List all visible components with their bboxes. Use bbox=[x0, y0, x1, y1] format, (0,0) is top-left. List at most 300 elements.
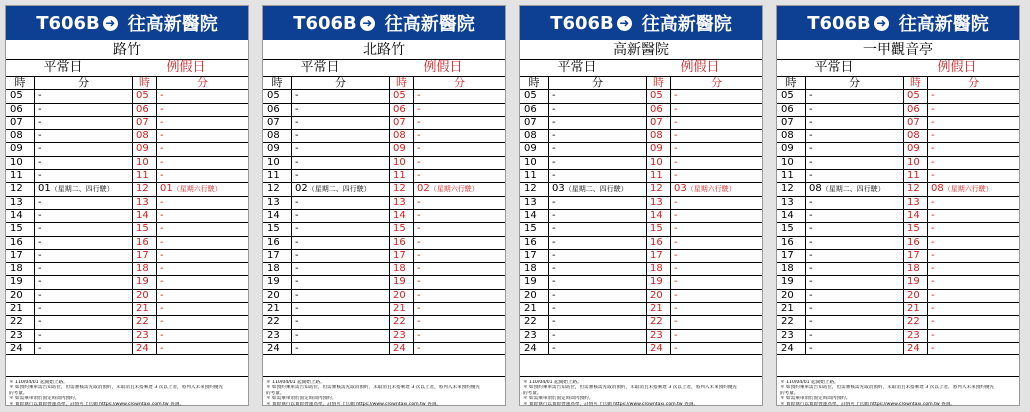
holiday-minutes: - bbox=[670, 90, 762, 102]
timetable-card bbox=[5, 5, 249, 406]
hour: 05 bbox=[524, 90, 537, 102]
hour: 11 bbox=[524, 170, 537, 182]
hour-row bbox=[263, 262, 505, 275]
hour-row bbox=[263, 142, 505, 155]
minute-header: 分 bbox=[670, 77, 762, 89]
hour-row bbox=[6, 129, 248, 142]
arrow-right-icon: ➜ bbox=[103, 16, 118, 31]
minute-header: 分 bbox=[927, 77, 1019, 89]
route-number: T606B bbox=[36, 12, 100, 34]
holiday-minutes: - bbox=[413, 197, 505, 209]
holiday-minutes: - bbox=[156, 197, 248, 209]
route-header bbox=[6, 6, 248, 40]
holiday-minutes: - bbox=[413, 210, 505, 222]
hour: 15 bbox=[903, 223, 927, 235]
hour-header: 時 bbox=[271, 76, 283, 89]
holiday-minutes: - bbox=[413, 276, 505, 288]
minute-header: 分 bbox=[805, 77, 903, 89]
hour: 18 bbox=[132, 263, 156, 275]
hour: 06 bbox=[781, 103, 794, 115]
holiday-minutes: 02（星期六行駛） bbox=[413, 183, 505, 195]
weekday-minutes: - bbox=[291, 276, 389, 288]
footnote: 的考量。 bbox=[780, 390, 799, 396]
hour-row bbox=[520, 315, 762, 328]
footnote: ＊ 如需乘車須於固定時間內預約。 bbox=[266, 396, 337, 402]
hour: 09 bbox=[267, 143, 280, 155]
holiday-minutes: - bbox=[670, 290, 762, 302]
hour: 16 bbox=[10, 236, 23, 248]
hour-header: 時 bbox=[903, 77, 927, 89]
holiday-minutes: - bbox=[413, 130, 505, 142]
hour: 19 bbox=[10, 276, 23, 288]
holiday-minutes: - bbox=[670, 157, 762, 169]
hour: 10 bbox=[389, 157, 413, 169]
footnotes bbox=[777, 376, 1019, 407]
hour: 20 bbox=[10, 289, 23, 301]
hour: 17 bbox=[267, 249, 280, 261]
holiday-minutes: - bbox=[670, 170, 762, 182]
hour: 14 bbox=[781, 209, 794, 221]
weekday-minutes: - bbox=[291, 223, 389, 235]
footnote: ＊ 如預約乘車需告知站位，但需審核需先取消預約，未取消且未搭乘達 3 次以上者，將列入未來預約優先 bbox=[780, 385, 995, 391]
hour-header: 時 bbox=[528, 76, 540, 89]
hour-row bbox=[777, 169, 1019, 182]
weekday-minutes: - bbox=[548, 197, 646, 209]
header-row bbox=[520, 76, 762, 89]
weekday-minutes: - bbox=[34, 143, 132, 155]
hour: 11 bbox=[132, 170, 156, 182]
hour: 13 bbox=[646, 197, 670, 209]
holiday-minutes: - bbox=[156, 290, 248, 302]
hour-row bbox=[263, 103, 505, 116]
hour-row bbox=[777, 262, 1019, 275]
holiday-minutes: - bbox=[413, 157, 505, 169]
holiday-minutes: - bbox=[413, 343, 505, 354]
hour: 18 bbox=[267, 263, 280, 275]
holiday-minutes: - bbox=[413, 90, 505, 102]
hour: 21 bbox=[10, 303, 23, 315]
hour-row bbox=[777, 103, 1019, 116]
weekday-minutes: - bbox=[548, 330, 646, 342]
holiday-minutes: - bbox=[156, 117, 248, 129]
weekday-minutes: - bbox=[805, 210, 903, 222]
hour-row bbox=[263, 249, 505, 262]
hour: 09 bbox=[10, 143, 23, 155]
hour: 05 bbox=[389, 90, 413, 102]
hour: 08 bbox=[524, 130, 537, 142]
minute-header: 分 bbox=[34, 77, 132, 89]
weekday-minutes: - bbox=[291, 237, 389, 249]
holiday-minutes: - bbox=[927, 210, 1019, 222]
hour: 19 bbox=[646, 276, 670, 288]
holiday-minutes: - bbox=[927, 316, 1019, 328]
hour-row bbox=[520, 103, 762, 116]
hour: 20 bbox=[646, 290, 670, 302]
hour: 07 bbox=[646, 117, 670, 129]
holiday-minutes: - bbox=[156, 303, 248, 315]
hour-row bbox=[520, 222, 762, 235]
hour: 21 bbox=[524, 303, 537, 315]
route-number: T606B bbox=[550, 12, 614, 34]
hour: 19 bbox=[389, 276, 413, 288]
hour: 10 bbox=[646, 157, 670, 169]
weekday-minutes: - bbox=[548, 170, 646, 182]
holiday-minutes: - bbox=[927, 197, 1019, 209]
hour: 08 bbox=[646, 130, 670, 142]
holiday-minutes: - bbox=[413, 263, 505, 275]
holiday-minutes: - bbox=[156, 237, 248, 249]
hour: 19 bbox=[781, 276, 794, 288]
weekday-minutes: - bbox=[805, 90, 903, 102]
footnotes bbox=[520, 376, 762, 407]
weekday-minutes: - bbox=[291, 197, 389, 209]
route-number: T606B bbox=[807, 12, 871, 34]
hour-row bbox=[6, 182, 248, 195]
weekday-minutes: - bbox=[548, 303, 646, 315]
weekday-label: 平常日 bbox=[43, 60, 83, 75]
hour-row bbox=[263, 289, 505, 302]
holiday-minutes: 08（星期六行駛） bbox=[927, 183, 1019, 195]
holiday-minutes: - bbox=[156, 157, 248, 169]
hour: 24 bbox=[781, 342, 794, 354]
hour: 13 bbox=[389, 197, 413, 209]
hour: 23 bbox=[903, 330, 927, 342]
footnote: ＊ 如預約乘車需告知站位，但需審核需先取消預約，未取消且未搭乘達 3 次以上者，將列入未來預約優先 bbox=[9, 385, 224, 391]
hour: 06 bbox=[524, 103, 537, 115]
hour: 14 bbox=[524, 209, 537, 221]
hour: 20 bbox=[132, 290, 156, 302]
hour: 18 bbox=[646, 263, 670, 275]
weekday-minutes: - bbox=[34, 197, 132, 209]
hour-row bbox=[777, 275, 1019, 288]
hour: 24 bbox=[132, 343, 156, 354]
hour-row bbox=[6, 142, 248, 155]
hour: 08 bbox=[10, 130, 23, 142]
weekday-label: 平常日 bbox=[300, 60, 340, 75]
hour-row bbox=[520, 249, 762, 262]
weekday-minutes: - bbox=[34, 343, 132, 354]
weekday-minutes: - bbox=[805, 263, 903, 275]
holiday-minutes: - bbox=[156, 316, 248, 328]
weekday-minutes: - bbox=[291, 316, 389, 328]
holiday-minutes: - bbox=[927, 290, 1019, 302]
holiday-minutes: - bbox=[156, 170, 248, 182]
weekday-minutes: - bbox=[548, 157, 646, 169]
stop-name: 北路竹 bbox=[263, 40, 505, 60]
hour: 07 bbox=[389, 117, 413, 129]
hour: 05 bbox=[781, 90, 794, 102]
weekday-minutes: - bbox=[805, 250, 903, 262]
weekday-minutes: - bbox=[805, 290, 903, 302]
hour-row bbox=[777, 196, 1019, 209]
hour: 10 bbox=[524, 156, 537, 168]
hour-row bbox=[520, 142, 762, 155]
hour: 12 bbox=[389, 183, 413, 195]
holiday-minutes: - bbox=[413, 223, 505, 235]
hour: 14 bbox=[646, 210, 670, 222]
weekday-minutes: - bbox=[548, 250, 646, 262]
minute-header: 分 bbox=[413, 77, 505, 89]
hour-row bbox=[520, 302, 762, 315]
destination: 往高新醫院 bbox=[127, 14, 218, 35]
hour: 09 bbox=[389, 143, 413, 155]
hour: 21 bbox=[903, 303, 927, 315]
hour: 16 bbox=[389, 237, 413, 249]
hour-row bbox=[6, 222, 248, 235]
hour: 05 bbox=[646, 90, 670, 102]
hour: 12 bbox=[903, 183, 927, 195]
holiday-minutes: - bbox=[670, 330, 762, 342]
weekday-minutes: - bbox=[805, 303, 903, 315]
hour-row bbox=[6, 89, 248, 102]
weekday-minutes: - bbox=[548, 223, 646, 235]
hour-row bbox=[6, 209, 248, 222]
hour: 17 bbox=[389, 250, 413, 262]
hour: 16 bbox=[524, 236, 537, 248]
hour-row bbox=[6, 196, 248, 209]
holiday-minutes: - bbox=[413, 117, 505, 129]
hour: 18 bbox=[389, 263, 413, 275]
holiday-minutes: - bbox=[156, 90, 248, 102]
hour-row bbox=[777, 249, 1019, 262]
stop-name: 路竹 bbox=[6, 40, 248, 60]
hour: 13 bbox=[267, 196, 280, 208]
hour: 22 bbox=[10, 316, 23, 328]
hour-row bbox=[263, 209, 505, 222]
weekday-minutes: - bbox=[548, 237, 646, 249]
hour-row bbox=[263, 196, 505, 209]
hour: 11 bbox=[903, 170, 927, 182]
holiday-minutes: - bbox=[156, 210, 248, 222]
hour-row bbox=[6, 275, 248, 288]
holiday-minutes: - bbox=[670, 276, 762, 288]
hour: 14 bbox=[267, 209, 280, 221]
hour: 10 bbox=[903, 157, 927, 169]
weekday-minutes: - bbox=[291, 210, 389, 222]
hour: 05 bbox=[267, 90, 280, 102]
footnote: ＊ 實際執行以實際營運為準，詳情可上官網 https://www.crowntaxi.com.tw 查詢。 bbox=[9, 401, 184, 407]
hour: 23 bbox=[10, 329, 23, 341]
hour-row bbox=[520, 289, 762, 302]
hour-header: 時 bbox=[14, 76, 26, 89]
hour: 22 bbox=[267, 316, 280, 328]
weekday-minutes: - bbox=[548, 263, 646, 275]
holiday-minutes: - bbox=[927, 330, 1019, 342]
hour: 17 bbox=[646, 250, 670, 262]
holiday-minutes: - bbox=[156, 276, 248, 288]
hour: 10 bbox=[781, 156, 794, 168]
weekday-minutes: - bbox=[34, 330, 132, 342]
hour: 17 bbox=[781, 249, 794, 261]
hour: 15 bbox=[132, 223, 156, 235]
weekday-minutes: - bbox=[548, 316, 646, 328]
weekday-minutes: - bbox=[34, 276, 132, 288]
hour-row bbox=[777, 116, 1019, 129]
hour-row bbox=[6, 156, 248, 169]
hour: 07 bbox=[132, 117, 156, 129]
hour: 12 bbox=[10, 183, 23, 195]
weekday-minutes: - bbox=[34, 170, 132, 182]
weekday-label: 平常日 bbox=[814, 60, 854, 75]
timetable-card bbox=[776, 5, 1020, 406]
holiday-minutes: - bbox=[927, 90, 1019, 102]
weekday-minutes: - bbox=[34, 290, 132, 302]
route-header bbox=[777, 6, 1019, 40]
hour: 23 bbox=[646, 330, 670, 342]
holiday-minutes: - bbox=[670, 130, 762, 142]
weekday-minutes: - bbox=[291, 117, 389, 129]
hour: 17 bbox=[903, 250, 927, 262]
weekday-minutes: - bbox=[291, 130, 389, 142]
holiday-minutes: - bbox=[670, 316, 762, 328]
hour: 24 bbox=[903, 343, 927, 354]
hour: 22 bbox=[781, 316, 794, 328]
hour-row bbox=[520, 169, 762, 182]
weekday-minutes: - bbox=[291, 250, 389, 262]
hour: 23 bbox=[132, 330, 156, 342]
hour-row bbox=[777, 182, 1019, 195]
hour-row bbox=[263, 182, 505, 195]
hour: 12 bbox=[781, 183, 794, 195]
hour: 16 bbox=[903, 237, 927, 249]
route-header bbox=[520, 6, 762, 40]
hour: 06 bbox=[646, 104, 670, 116]
hour-row bbox=[6, 103, 248, 116]
hour-header: 時 bbox=[785, 76, 797, 89]
weekday-minutes: - bbox=[291, 330, 389, 342]
timetable-card bbox=[262, 5, 506, 406]
hour: 18 bbox=[10, 263, 23, 275]
weekday-minutes: - bbox=[34, 130, 132, 142]
hour: 19 bbox=[132, 276, 156, 288]
hour: 21 bbox=[132, 303, 156, 315]
holiday-minutes: - bbox=[156, 143, 248, 155]
hour-row bbox=[520, 196, 762, 209]
holiday-minutes: - bbox=[670, 303, 762, 315]
minute-header: 分 bbox=[291, 77, 389, 89]
weekday-minutes: - bbox=[34, 316, 132, 328]
hour: 06 bbox=[132, 104, 156, 116]
holiday-minutes: - bbox=[927, 237, 1019, 249]
weekday-minutes: 02（星期二、四行駛） bbox=[291, 183, 389, 195]
weekday-minutes: - bbox=[548, 104, 646, 116]
hour: 15 bbox=[10, 223, 23, 235]
holiday-minutes: - bbox=[927, 303, 1019, 315]
hour: 23 bbox=[267, 329, 280, 341]
hour-row bbox=[6, 302, 248, 315]
holiday-minutes: - bbox=[413, 290, 505, 302]
hour: 05 bbox=[10, 90, 23, 102]
hour: 14 bbox=[389, 210, 413, 222]
holiday-minutes: - bbox=[927, 343, 1019, 354]
hour: 22 bbox=[903, 316, 927, 328]
hour-row bbox=[520, 129, 762, 142]
hour-row bbox=[6, 342, 248, 355]
hour: 07 bbox=[10, 116, 23, 128]
hour-row bbox=[777, 209, 1019, 222]
hour: 09 bbox=[781, 143, 794, 155]
hour-row bbox=[6, 329, 248, 342]
hour: 15 bbox=[524, 223, 537, 235]
footnote: ＊ 實際執行以實際營運為準，詳情可上官網 https://www.crowntaxi.com.tw 查詢。 bbox=[523, 401, 698, 407]
hour: 09 bbox=[646, 143, 670, 155]
weekday-minutes: - bbox=[548, 210, 646, 222]
hour-row bbox=[777, 342, 1019, 355]
weekday-minutes: - bbox=[548, 343, 646, 354]
hour: 10 bbox=[10, 156, 23, 168]
hour-row bbox=[6, 289, 248, 302]
destination: 往高新醫院 bbox=[898, 14, 989, 35]
hour-row bbox=[6, 116, 248, 129]
hour: 12 bbox=[524, 183, 537, 195]
hour: 12 bbox=[267, 183, 280, 195]
weekday-minutes: - bbox=[291, 290, 389, 302]
footnote: ＊ 如預約乘車需告知站位，但需審核需先取消預約，未取消且未搭乘達 3 次以上者，將列入未來預約優先 bbox=[523, 385, 738, 391]
hour-row bbox=[777, 302, 1019, 315]
hour: 14 bbox=[10, 209, 23, 221]
footnote: 的考量。 bbox=[523, 390, 542, 396]
holiday-minutes: - bbox=[413, 250, 505, 262]
arrow-right-icon: ➜ bbox=[360, 16, 375, 31]
hour: 24 bbox=[524, 342, 537, 354]
stop-name: 高新醫院 bbox=[520, 40, 762, 60]
holiday-minutes: - bbox=[670, 197, 762, 209]
hour-row bbox=[520, 182, 762, 195]
holiday-minutes: - bbox=[927, 263, 1019, 275]
footnotes bbox=[6, 376, 248, 407]
weekday-minutes: - bbox=[291, 157, 389, 169]
footnote: 的考量。 bbox=[9, 390, 28, 396]
hour: 19 bbox=[267, 276, 280, 288]
hour: 15 bbox=[389, 223, 413, 235]
destination: 往高新醫院 bbox=[384, 14, 475, 35]
arrow-right-icon: ➜ bbox=[874, 16, 889, 31]
timetable-grid bbox=[6, 76, 248, 355]
destination: 往高新醫院 bbox=[641, 14, 732, 35]
hour-row bbox=[263, 89, 505, 102]
footnote: ＊ 如預約乘車需告知站位，但需審核需先取消預約，未取消且未搭乘達 3 次以上者，將列入未來預約優先 bbox=[266, 385, 481, 391]
hour-row bbox=[263, 236, 505, 249]
hour: 05 bbox=[132, 90, 156, 102]
weekday-minutes: - bbox=[291, 104, 389, 116]
holiday-minutes: - bbox=[670, 263, 762, 275]
weekday-minutes: - bbox=[805, 316, 903, 328]
hour: 06 bbox=[389, 104, 413, 116]
header-row bbox=[777, 76, 1019, 89]
hour: 06 bbox=[903, 104, 927, 116]
footnote: ＊ 110/04/01 起開始上路。 bbox=[523, 380, 582, 385]
hour-row bbox=[520, 236, 762, 249]
hour: 20 bbox=[267, 289, 280, 301]
hour: 08 bbox=[389, 130, 413, 142]
holiday-minutes: - bbox=[670, 250, 762, 262]
hour: 20 bbox=[903, 290, 927, 302]
holiday-label: 例假日 bbox=[423, 60, 463, 75]
holiday-minutes: - bbox=[156, 130, 248, 142]
weekday-minutes: - bbox=[548, 143, 646, 155]
weekday-minutes: 03（星期二、四行駛） bbox=[548, 183, 646, 195]
footnote: ＊ 110/04/01 起開始上路。 bbox=[266, 380, 325, 385]
hour: 23 bbox=[524, 329, 537, 341]
hour: 05 bbox=[903, 90, 927, 102]
holiday-minutes: - bbox=[670, 143, 762, 155]
hour-header: 時 bbox=[132, 77, 156, 89]
weekday-minutes: - bbox=[805, 117, 903, 129]
minute-header: 分 bbox=[548, 77, 646, 89]
hour-row bbox=[263, 129, 505, 142]
hour: 19 bbox=[903, 276, 927, 288]
hour: 07 bbox=[524, 116, 537, 128]
